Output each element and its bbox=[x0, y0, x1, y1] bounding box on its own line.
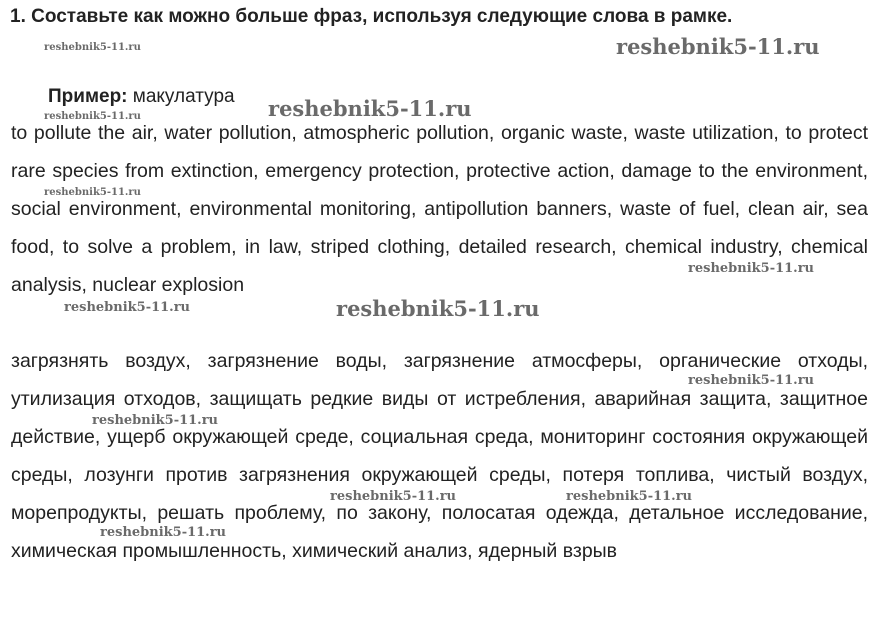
example-word: макулатура bbox=[132, 86, 235, 107]
task-heading: 1. Составьте как можно больше фраз, используя следующие слова в рамке. bbox=[10, 6, 733, 27]
watermark-text: reshebnik5-11.ru bbox=[566, 489, 693, 504]
watermark-text: reshebnik5-11.ru bbox=[44, 187, 141, 198]
watermark-text: reshebnik5-11.ru bbox=[268, 96, 472, 121]
english-phrases-paragraph: to pollute the air, water pollution, atmospheric pollution, organic waste, waste utilization, to protect rare species from extinction, emergency protection, protective action, damage to the environment, social environment, environmental monitoring, antipollution banners, waste of fuel, clean air, sea food, to solve a problem, in law, striped clothing, detailed research, chemical industry, chemical analysis, nuclear explosion bbox=[11, 122, 868, 296]
watermark-text: reshebnik5-11.ru bbox=[688, 373, 815, 388]
example-line bbox=[48, 86, 235, 108]
watermark-text: reshebnik5-11.ru bbox=[44, 111, 141, 122]
russian-phrases-paragraph: загрязнять воздух, загрязнение воды, загрязнение атмосферы, органические отходы, утилизация отходов, защищать редкие виды от истребления, аварийная защита, защитное действие, ущерб окружающей среде, социальная среда, мониторинг состояния окружающей среды, лозунги против загрязнения окружающей среды, потеря топлива, чистый воздух, морепродукты, решать проблему, по закону, полосатая одежда, детальное исследование, химическая промышленность, химический анализ, ядерный взрыв bbox=[11, 350, 868, 562]
watermark-text: reshebnik5-11.ru bbox=[92, 413, 219, 428]
watermark-text: reshebnik5-11.ru bbox=[336, 296, 540, 321]
watermark-text: reshebnik5-11.ru bbox=[64, 300, 191, 315]
watermark-text: reshebnik5-11.ru bbox=[330, 489, 457, 504]
watermark-text: reshebnik5-11.ru bbox=[100, 525, 227, 540]
example-label: Пример: bbox=[48, 86, 128, 107]
watermark-text: reshebnik5-11.ru bbox=[616, 34, 820, 59]
watermark-text: reshebnik5-11.ru bbox=[688, 261, 815, 276]
watermark-text: reshebnik5-11.ru bbox=[44, 42, 141, 53]
